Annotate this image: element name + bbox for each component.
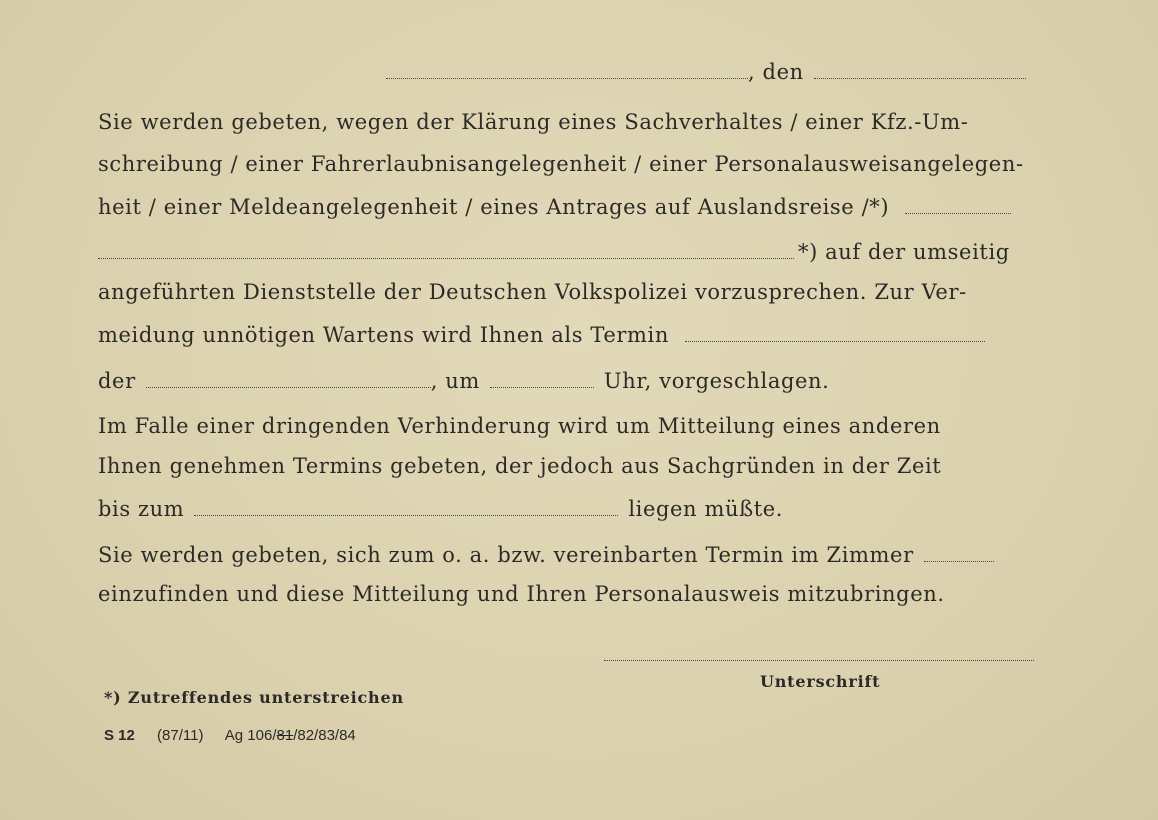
body-line-2: schreibung / einer Fahrerlaubnisangelegenheit / einer Personalausweisangelegen- — [98, 152, 1024, 176]
body-line-11-text: Sie werden gebeten, sich zum o. a. bzw. vereinbarten Termin im Zimmer — [98, 543, 914, 567]
body-line-10 — [98, 497, 1032, 521]
body-line-9: Ihnen genehmen Termins gebeten, der jedoch aus Sachgründen in der Zeit — [98, 454, 942, 478]
date-blank[interactable] — [814, 64, 1026, 79]
body-line-4-text: *) auf der umseitig — [798, 240, 1010, 264]
signature-label: Unterschrift — [760, 672, 881, 691]
bis-zum-label: bis zum — [98, 497, 185, 521]
liegen-label: liegen müßte. — [628, 497, 784, 521]
body-line-6-text: meidung unnötigen Wartens wird Ihnen als Termin — [98, 323, 669, 347]
termin-weekday-blank[interactable] — [685, 327, 985, 342]
form-code-id: S 12 — [104, 727, 135, 744]
der-label: der — [98, 369, 136, 393]
body-line-6 — [98, 323, 1032, 347]
termin-time-blank[interactable] — [490, 373, 594, 388]
signature-line[interactable] — [604, 648, 1034, 661]
room-blank[interactable] — [924, 547, 994, 562]
um-label: , um — [430, 369, 480, 393]
other-reason-blank-2[interactable] — [98, 244, 794, 259]
body-line-4 — [98, 240, 1032, 264]
body-line-12: einzufinden und diese Mitteilung und Ihren Personalausweis mitzubringen. — [98, 582, 945, 606]
body-line-1: Sie werden gebeten, wegen der Klärung eines Sachverhaltes / einer Kfz.-Um- — [98, 110, 969, 134]
form-code-ag-suffix: /82/83/84 — [293, 727, 356, 744]
body-line-5: angeführten Dienststelle der Deutschen Volkspolizei vorzusprechen. Zur Ver- — [98, 280, 967, 304]
footnote: *) Zutreffendes unterstreichen — [104, 688, 404, 707]
uhr-label: Uhr, vorgeschlagen. — [603, 369, 830, 393]
deadline-blank[interactable] — [194, 501, 618, 516]
body-line-7 — [98, 369, 1032, 393]
form-code-ag-struck: 81 — [276, 727, 294, 744]
den-label: , den — [748, 60, 804, 84]
form-code — [104, 727, 356, 744]
form-code-ag-prefix: Ag 106/ — [224, 727, 277, 744]
body-line-3 — [98, 195, 1032, 219]
place-date-line — [386, 60, 1028, 84]
other-reason-blank-1[interactable] — [905, 199, 1011, 214]
termin-date-blank[interactable] — [146, 373, 431, 388]
form-code-date: (87/11) — [157, 727, 204, 744]
body-line-8: Im Falle einer dringenden Verhinderung wird um Mitteilung eines anderen — [98, 414, 941, 438]
place-blank[interactable] — [386, 64, 748, 79]
body-line-3-text: heit / einer Meldeangelegenheit / eines Antrages auf Auslandsreise /*) — [98, 195, 890, 219]
body-line-11 — [98, 543, 1032, 567]
